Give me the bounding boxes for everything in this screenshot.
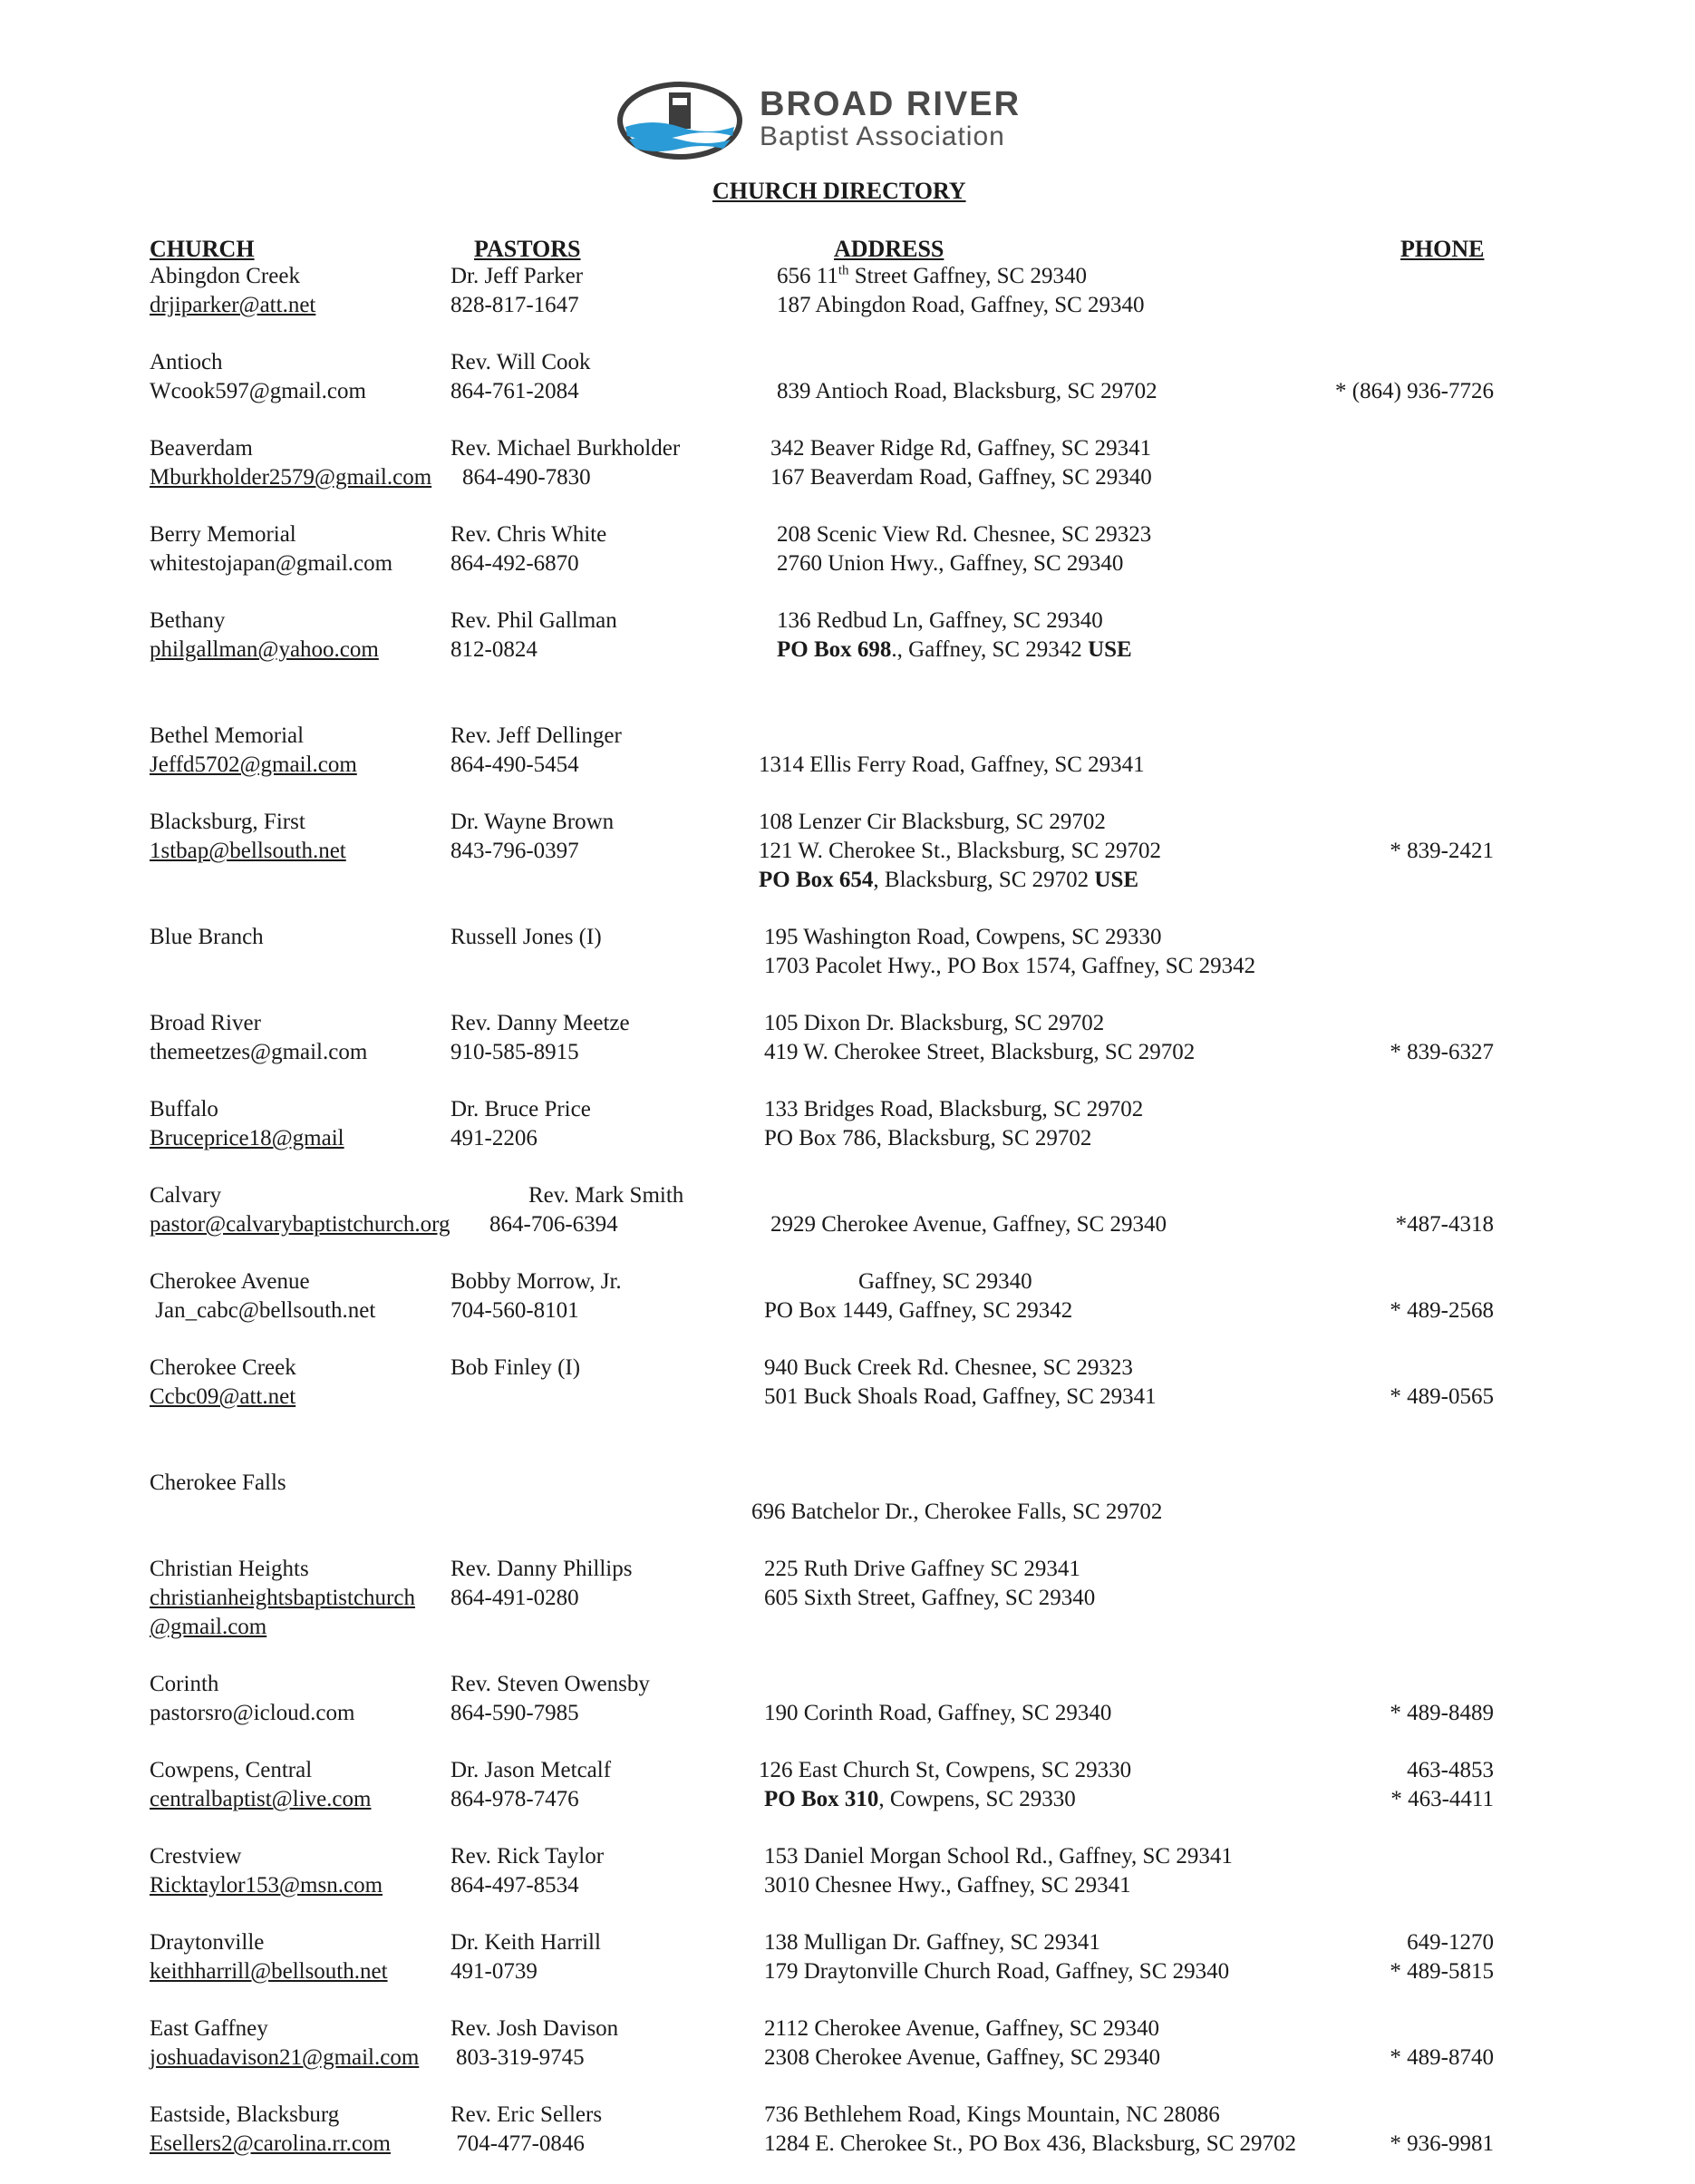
pastor-phone: 803-319-9745 [456,2045,585,2070]
pastor-phone: 864-492-6870 [450,551,579,576]
pastor-phone: 704-477-0846 [450,2131,585,2156]
church-name: Blue Branch [150,925,264,949]
church-name: Broad River [150,1011,261,1035]
church-email-link[interactable]: Ccbc09@att.net [150,1384,296,1409]
pastor-name: Dr. Bruce Price [450,1097,591,1121]
church-email-link[interactable]: keithharrill@bellsouth.net [150,1959,388,1984]
pastor-name: Dr. Keith Harrill [450,1930,601,1955]
church-email-link[interactable]: Jeffd5702@gmail.com [150,752,357,777]
church-email: Wcook597@gmail.com [150,379,366,403]
church-name: Cherokee Creek [150,1355,296,1380]
church-name: Eastside, Blacksburg [150,2102,340,2127]
church-name: Antioch [150,350,223,374]
pastor-name: Rev. Jeff Dellinger [450,723,622,748]
address-line: 138 Mulligan Dr. Gaffney, SC 29341 [764,1930,1100,1955]
church-email: Jan_cabc@bellsouth.net [150,1298,376,1323]
church-email-link[interactable]: Esellers2@carolina.rr.com [150,2131,391,2156]
pastor-phone: 843-796-0397 [450,839,579,863]
pastor-phone: 864-490-5454 [450,752,579,777]
pastor-name: Rev. Josh Davison [450,2016,619,2041]
church-email: whitestojapan@gmail.com [150,551,393,576]
address-line: 3010 Chesnee Hwy., Gaffney, SC 29341 [764,1873,1131,1898]
church-phone: * 463-4411 [1390,1787,1494,1811]
address-line: PO Box 698., Gaffney, SC 29342 USE [777,637,1132,662]
pastor-phone: 704-560-8101 [450,1298,579,1323]
association-logo [616,80,1051,161]
pastor-phone: 864-706-6394 [489,1212,618,1237]
church-email-link[interactable]: pastor@calvarybaptistchurch.org [150,1212,450,1237]
address-line: 342 Beaver Ridge Rd, Gaffney, SC 29341 [770,436,1152,461]
church-phone: * 489-2568 [1390,1298,1494,1323]
pastor-phone: 812-0824 [450,637,538,662]
address-line: 1703 Pacolet Hwy., PO Box 1574, Gaffney, SC 29342 [764,954,1256,978]
address-line: PO Box 1449, Gaffney, SC 29342 [764,1298,1073,1323]
column-header-phone: PHONE [1400,236,1485,262]
column-header-address: ADDRESS [834,236,944,262]
church-email-link[interactable]: joshuadavison21@gmail.com [150,2045,420,2070]
church-name: Beaverdam [150,436,253,461]
address-line: Gaffney, SC 29340 [858,1269,1032,1294]
church-email-link[interactable]: 1stbap@bellsouth.net [150,839,346,863]
church-phone: * 936-9981 [1390,2131,1494,2156]
address-line: 105 Dixon Dr. Blacksburg, SC 29702 [764,1011,1105,1035]
church-name: East Gaffney [150,2016,268,2041]
pastor-phone: 864-761-2084 [450,379,579,403]
address-line: 126 East Church St, Cowpens, SC 29330 [759,1758,1132,1782]
church-phone: 649-1270 [1407,1930,1494,1955]
church-email-link[interactable]: philgallman@yahoo.com [150,637,379,662]
pastor-phone: 864-978-7476 [450,1787,579,1811]
pastor-name: Dr. Jason Metcalf [450,1758,612,1782]
church-phone: * 489-8489 [1390,1701,1494,1725]
address-line: 940 Buck Creek Rd. Chesnee, SC 29323 [764,1355,1133,1380]
church-name: Crestview [150,1844,242,1869]
address-line: 187 Abingdon Road, Gaffney, SC 29340 [777,293,1145,317]
church-name: Blacksburg, First [150,810,305,834]
pastor-name: Rev. Eric Sellers [450,2102,603,2127]
pastor-name: Rev. Steven Owensby [450,1672,650,1696]
address-line: 2929 Cherokee Avenue, Gaffney, SC 29340 [770,1212,1167,1237]
address-line: 605 Sixth Street, Gaffney, SC 29340 [764,1586,1096,1610]
church-name: Buffalo [150,1097,218,1121]
pastor-name: Rev. Will Cook [450,350,591,374]
pastor-phone: 491-0739 [450,1959,538,1984]
address-line: 190 Corinth Road, Gaffney, SC 29340 [764,1701,1112,1725]
pastor-name: Rev. Michael Burkholder [450,436,681,461]
church-email-link[interactable]: centralbaptist@live.com [150,1787,372,1811]
lighthouse-wave-icon [616,80,743,161]
address-line: 2760 Union Hwy., Gaffney, SC 29340 [777,551,1124,576]
logo-subtitle: Baptist Association [760,121,1005,151]
pastor-phone: 864-590-7985 [450,1701,579,1725]
address-line: 2112 Cherokee Avenue, Gaffney, SC 29340 [764,2016,1160,2041]
church-name: Calvary [150,1183,222,1208]
church-email-link[interactable]: Ricktaylor153@msn.com [150,1873,383,1898]
church-phone: * (864) 936-7726 [1335,379,1494,403]
church-email: themeetzes@gmail.com [150,1040,368,1064]
pastor-name: Bobby Morrow, Jr. [450,1269,622,1294]
church-phone: *487-4318 [1395,1212,1494,1237]
pastor-name: Rev. Danny Meetze [450,1011,630,1035]
address-line: PO Box 654, Blacksburg, SC 29702 USE [759,868,1139,892]
pastor-name: Russell Jones (I) [450,925,602,949]
church-name: Berry Memorial [150,522,296,547]
pastor-phone: 864-491-0280 [450,1586,579,1610]
church-email-link[interactable]: drjiparker@att.net [150,293,316,317]
address-line: 736 Bethlehem Road, Kings Mountain, NC 28086 [764,2102,1220,2127]
address-line: 656 11th Street Gaffney, SC 29340 [777,263,1087,288]
pastor-phone: 828-817-1647 [450,293,579,317]
church-email-link[interactable]: christianheightsbaptistchurch [150,1586,415,1610]
church-email-link[interactable]: Mburkholder2579@gmail.com [150,465,432,490]
address-line: 108 Lenzer Cir Blacksburg, SC 29702 [759,810,1106,834]
address-line: 208 Scenic View Rd. Chesnee, SC 29323 [777,522,1152,547]
church-name: Abingdon Creek [150,264,300,288]
address-line: 167 Beaverdam Road, Gaffney, SC 29340 [770,465,1152,490]
address-line: 133 Bridges Road, Blacksburg, SC 29702 [764,1097,1144,1121]
address-line: 195 Washington Road, Cowpens, SC 29330 [764,925,1162,949]
address-line: 136 Redbud Ln, Gaffney, SC 29340 [777,608,1103,633]
church-phone: * 489-5815 [1390,1959,1494,1984]
address-line: 153 Daniel Morgan School Rd., Gaffney, SC 29341 [764,1844,1233,1869]
address-line: 121 W. Cherokee St., Blacksburg, SC 29702 [759,839,1161,863]
church-email: pastorsro@icloud.com [150,1701,355,1725]
pastor-name: Rev. Mark Smith [528,1183,684,1208]
church-name: Bethel Memorial [150,723,305,748]
address-line: 1284 E. Cherokee St., PO Box 436, Blacksburg, SC 29702 [764,2131,1297,2156]
church-name: Cowpens, Central [150,1758,313,1782]
address-line: 225 Ruth Drive Gaffney SC 29341 [764,1557,1080,1581]
church-email-link-continued[interactable]: @gmail.com [150,1615,267,1639]
church-phone: * 839-2421 [1390,839,1494,863]
pastor-phone: 864-490-7830 [462,465,591,490]
pastor-phone: 491-2206 [450,1126,538,1150]
church-phone: * 489-8740 [1390,2045,1494,2070]
pastor-name: Rev. Rick Taylor [450,1844,605,1869]
address-line: 179 Draytonville Church Road, Gaffney, SC 29340 [764,1959,1230,1984]
church-name: Bethany [150,608,226,633]
church-phone: * 839-6327 [1390,1040,1494,1064]
church-name: Cherokee Avenue [150,1269,310,1294]
pastor-name: Dr. Wayne Brown [450,810,615,834]
page-title: CHURCH DIRECTORY [712,178,966,204]
church-name: Cherokee Falls [150,1471,286,1495]
address-line: 696 Batchelor Dr., Cherokee Falls, SC 29702 [751,1500,1163,1524]
column-header-pastors: PASTORS [474,236,581,262]
church-phone: 463-4853 [1407,1758,1494,1782]
pastor-name: Rev. Danny Phillips [450,1557,633,1581]
church-name: Draytonville [150,1930,265,1955]
pastor-phone: 864-497-8534 [450,1873,579,1898]
pastor-name: Dr. Jeff Parker [450,264,584,288]
church-name: Christian Heights [150,1557,309,1581]
address-line: 839 Antioch Road, Blacksburg, SC 29702 [777,379,1157,403]
pastor-name: Rev. Chris White [450,522,607,547]
church-phone: * 489-0565 [1390,1384,1494,1409]
address-line: 2308 Cherokee Avenue, Gaffney, SC 29340 [764,2045,1160,2070]
pastor-phone: 910-585-8915 [450,1040,579,1064]
address-line: PO Box 310, Cowpens, SC 29330 [764,1787,1076,1811]
address-line: PO Box 786, Blacksburg, SC 29702 [764,1126,1092,1150]
address-line: 419 W. Cherokee Street, Blacksburg, SC 29702 [764,1040,1196,1064]
church-email-link[interactable]: Bruceprice18@gmail [150,1126,344,1150]
pastor-name: Rev. Phil Gallman [450,608,617,633]
logo-name: BROAD RIVER [760,85,1022,123]
address-line: 1314 Ellis Ferry Road, Gaffney, SC 29341 [759,752,1145,777]
column-header-church: CHURCH [150,236,255,262]
church-name: Corinth [150,1672,219,1696]
pastor-name: Bob Finley (I) [450,1355,581,1380]
address-line: 501 Buck Shoals Road, Gaffney, SC 29341 [764,1384,1157,1409]
